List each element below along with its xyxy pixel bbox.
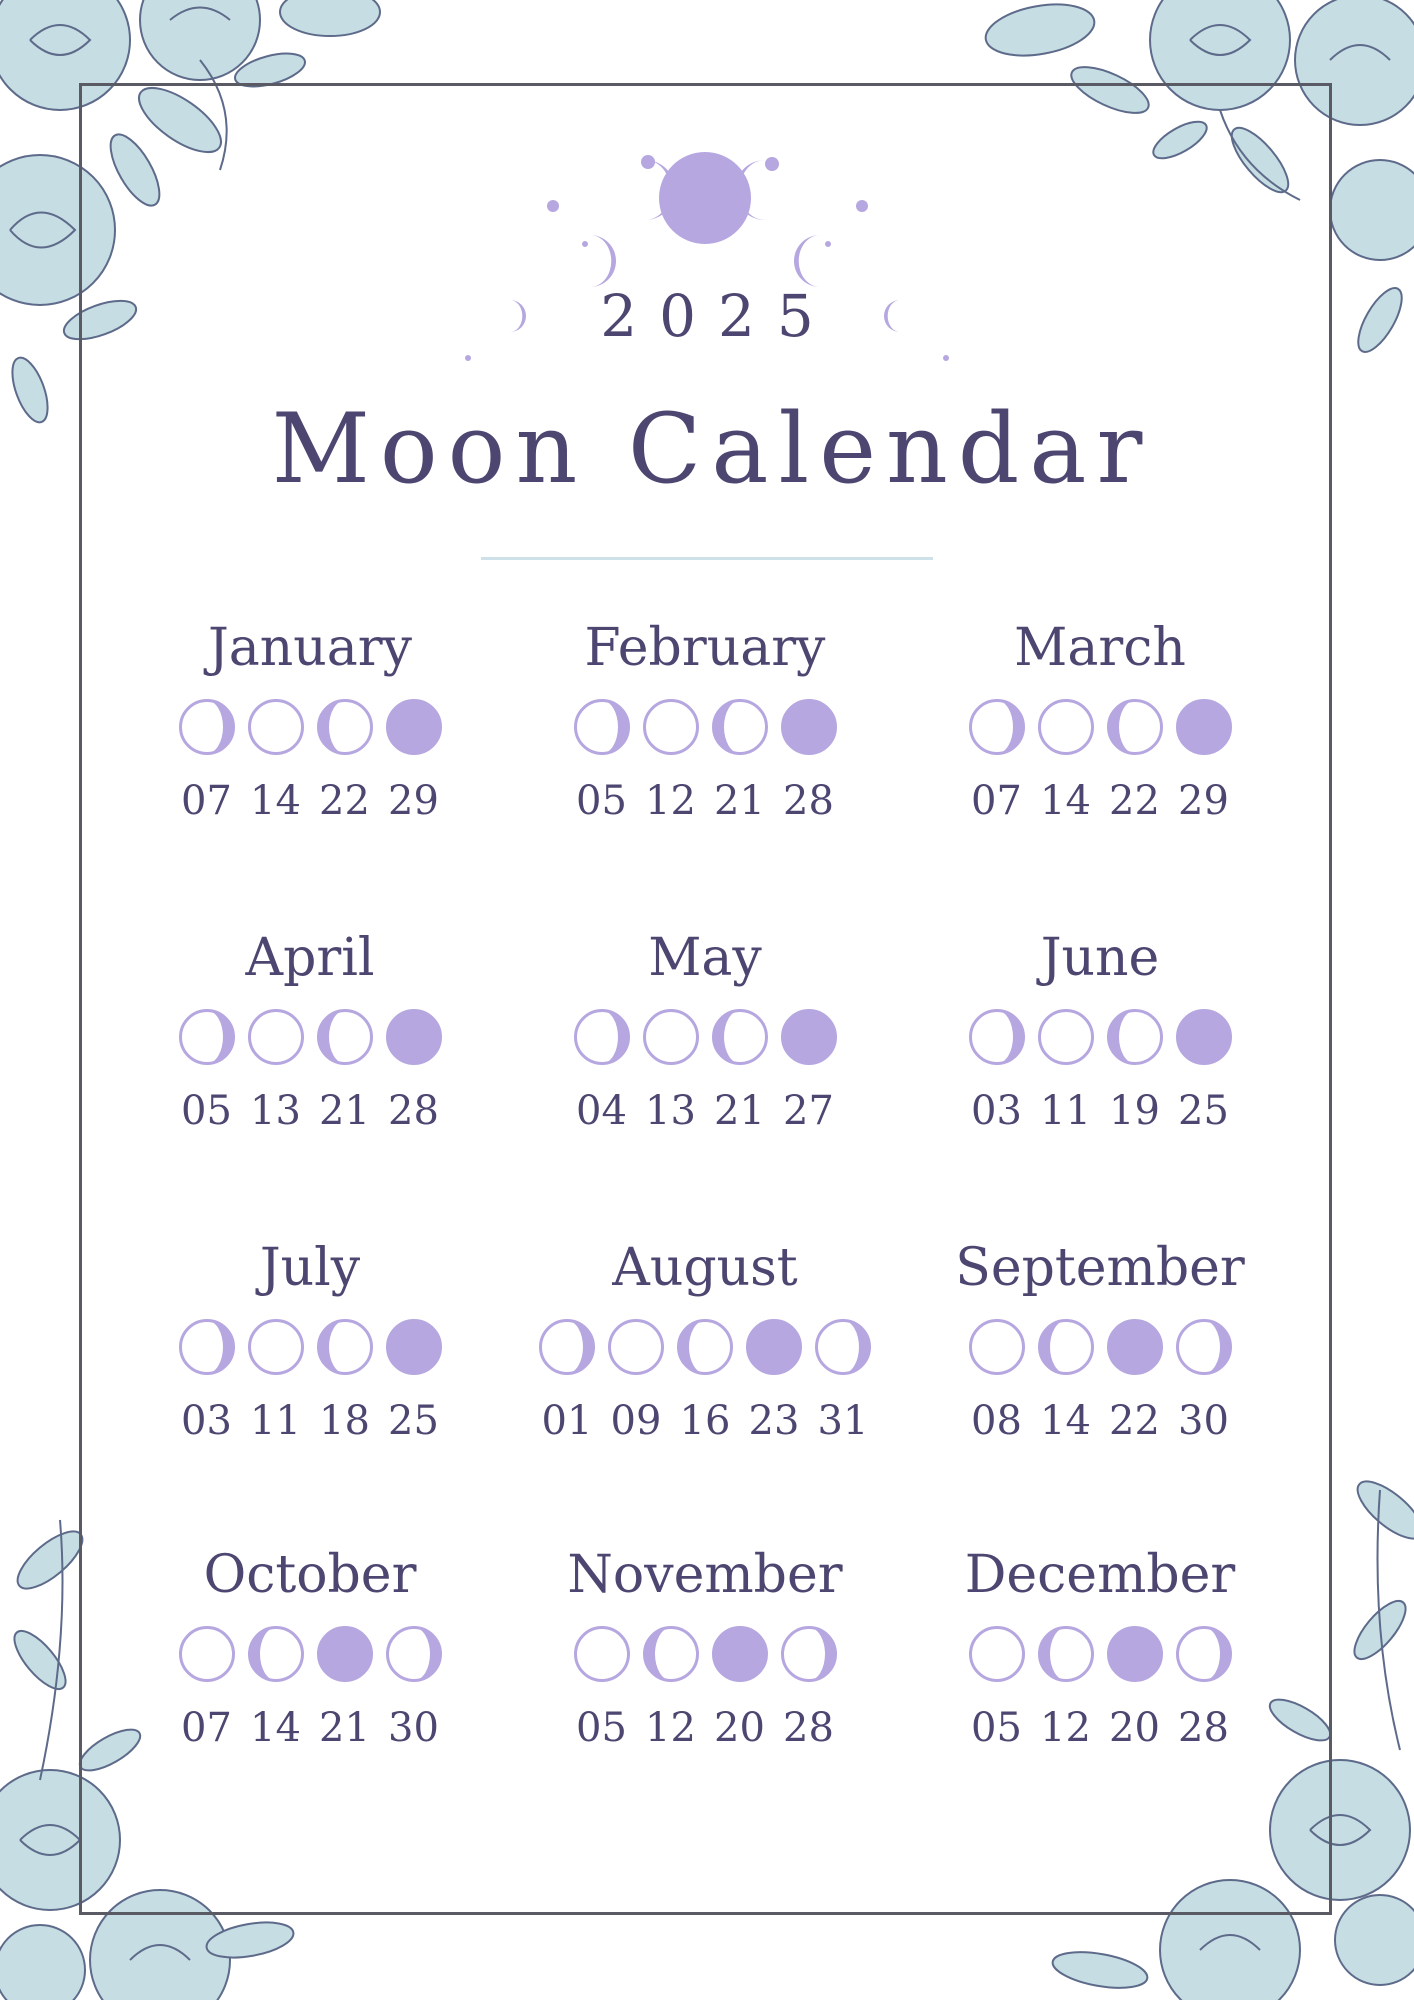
last-quarter-moon-icon [711,698,769,756]
full-moon-icon [642,1008,700,1066]
month-name: March [1014,618,1186,678]
first-quarter-moon-icon [1175,1318,1233,1376]
full-moon-icon [573,1625,631,1683]
first-quarter-moon-icon [178,1008,236,1066]
moon-phases-row [525,1318,885,1378]
month-name: January [207,618,413,678]
month-name: October [203,1545,417,1605]
phase-dates-row [920,1705,1280,1751]
month-april [130,928,490,1134]
last-quarter-moon-icon [642,1625,700,1683]
phase-date: 11 [1040,1088,1091,1134]
phase-date: 09 [610,1398,662,1444]
last-quarter-moon-icon [316,1318,374,1376]
phase-date: 08 [971,1398,1022,1444]
phase-date: 30 [388,1705,439,1751]
month-january [130,618,490,824]
month-march [920,618,1280,824]
phase-date: 07 [181,1705,232,1751]
last-quarter-moon-icon [247,1625,305,1683]
phase-date: 14 [1040,778,1091,824]
phase-date: 22 [1109,1398,1160,1444]
new-moon-icon [1175,1008,1233,1066]
full-moon-icon [1037,698,1095,756]
moon-phases-row [920,1008,1280,1068]
phase-dates-row [525,1398,885,1444]
phase-date: 21 [319,1705,370,1751]
month-june [920,928,1280,1134]
month-name: May [648,928,762,988]
full-moon-icon [607,1318,665,1376]
phase-date: 28 [783,778,834,824]
full-moon-icon [247,1008,305,1066]
moon-phases-row [130,698,490,758]
first-quarter-moon-icon [814,1318,872,1376]
month-december [920,1545,1280,1751]
phase-dates-row [525,1705,885,1751]
new-moon-icon [1106,1318,1164,1376]
phase-date: 14 [250,1705,301,1751]
last-quarter-moon-icon [1037,1625,1095,1683]
month-name: February [584,618,826,678]
phase-date: 05 [971,1705,1022,1751]
phase-date: 29 [388,778,439,824]
first-quarter-moon-icon [178,1318,236,1376]
phase-dates-row [130,1088,490,1134]
moon-phases-row [525,1625,885,1685]
new-moon-icon [711,1625,769,1683]
phase-date: 05 [181,1088,232,1134]
moon-phases-row [920,1318,1280,1378]
moon-phases-row [920,698,1280,758]
new-moon-icon [780,1008,838,1066]
phase-date: 21 [714,1088,765,1134]
month-name: April [245,928,375,988]
phase-date: 28 [1178,1705,1229,1751]
phase-date: 07 [181,778,232,824]
first-quarter-moon-icon [178,698,236,756]
moon-phases-row [525,1008,885,1068]
phase-date: 12 [645,1705,696,1751]
month-name: July [259,1238,361,1298]
phase-date: 28 [388,1088,439,1134]
month-name: November [567,1545,843,1605]
title-divider [481,557,933,560]
new-moon-icon [780,698,838,756]
moon-phases-row [130,1008,490,1068]
first-quarter-moon-icon [573,698,631,756]
new-moon-icon [385,1008,443,1066]
phase-date: 25 [388,1398,439,1444]
new-moon-icon [1175,698,1233,756]
month-may [525,928,885,1134]
month-name: September [955,1238,1245,1298]
full-moon-icon [178,1625,236,1683]
phase-date: 29 [1178,778,1229,824]
phase-date: 03 [971,1088,1022,1134]
last-quarter-moon-icon [316,698,374,756]
phase-date: 31 [817,1398,869,1444]
phase-dates-row [130,1705,490,1751]
month-february [525,618,885,824]
phase-date: 20 [714,1705,765,1751]
month-july [130,1238,490,1444]
phase-date: 12 [645,778,696,824]
phase-date: 13 [645,1088,696,1134]
moon-phases-row [130,1318,490,1378]
phase-date: 20 [1109,1705,1160,1751]
new-moon-icon [745,1318,803,1376]
phase-date: 05 [576,778,627,824]
first-quarter-moon-icon [538,1318,596,1376]
month-name: December [964,1545,1236,1605]
first-quarter-moon-icon [385,1625,443,1683]
phase-dates-row [525,1088,885,1134]
last-quarter-moon-icon [676,1318,734,1376]
month-name: August [612,1238,798,1298]
full-moon-icon [1037,1008,1095,1066]
new-moon-icon [1106,1625,1164,1683]
last-quarter-moon-icon [1106,698,1164,756]
moon-phases-row [525,698,885,758]
phase-date: 28 [783,1705,834,1751]
full-moon-icon [642,698,700,756]
month-name: June [1040,928,1160,988]
month-august [525,1238,885,1444]
phase-date: 13 [250,1088,301,1134]
new-moon-icon [385,1318,443,1376]
last-quarter-moon-icon [1106,1008,1164,1066]
phase-date: 11 [250,1398,301,1444]
phase-date: 21 [319,1088,370,1134]
phase-dates-row [920,1088,1280,1134]
full-moon-icon [968,1625,1026,1683]
month-september [920,1238,1280,1444]
first-quarter-moon-icon [968,1008,1026,1066]
new-moon-icon [385,698,443,756]
phase-date: 19 [1109,1088,1160,1134]
moon-phases-row [130,1625,490,1685]
page-title: Moon Calendar [271,393,1153,505]
phase-dates-row [130,778,490,824]
phase-date: 14 [250,778,301,824]
phase-date: 18 [319,1398,370,1444]
full-moon-icon [968,1318,1026,1376]
phase-date: 03 [181,1398,232,1444]
new-moon-icon [316,1625,374,1683]
month-october [130,1545,490,1751]
phase-dates-row [130,1398,490,1444]
last-quarter-moon-icon [316,1008,374,1066]
last-quarter-moon-icon [711,1008,769,1066]
first-quarter-moon-icon [968,698,1026,756]
phase-date: 21 [714,778,765,824]
phase-date: 07 [971,778,1022,824]
first-quarter-moon-icon [780,1625,838,1683]
last-quarter-moon-icon [1037,1318,1095,1376]
phase-date: 22 [1109,778,1160,824]
phase-dates-row [525,778,885,824]
phase-date: 05 [576,1705,627,1751]
phase-date: 30 [1178,1398,1229,1444]
phase-date: 23 [748,1398,800,1444]
phase-date: 14 [1040,1398,1091,1444]
phase-date: 25 [1178,1088,1229,1134]
phase-date: 16 [679,1398,731,1444]
moon-phases-row [920,1625,1280,1685]
phase-date: 22 [319,778,370,824]
year-heading: 2025 [600,282,836,350]
full-moon-icon [247,698,305,756]
phase-dates-row [920,1398,1280,1444]
phase-dates-row [920,778,1280,824]
first-quarter-moon-icon [573,1008,631,1066]
phase-date: 01 [541,1398,593,1444]
phase-date: 27 [783,1088,834,1134]
phase-date: 12 [1040,1705,1091,1751]
first-quarter-moon-icon [1175,1625,1233,1683]
full-moon-icon [247,1318,305,1376]
phase-date: 04 [576,1088,627,1134]
month-november [525,1545,885,1751]
